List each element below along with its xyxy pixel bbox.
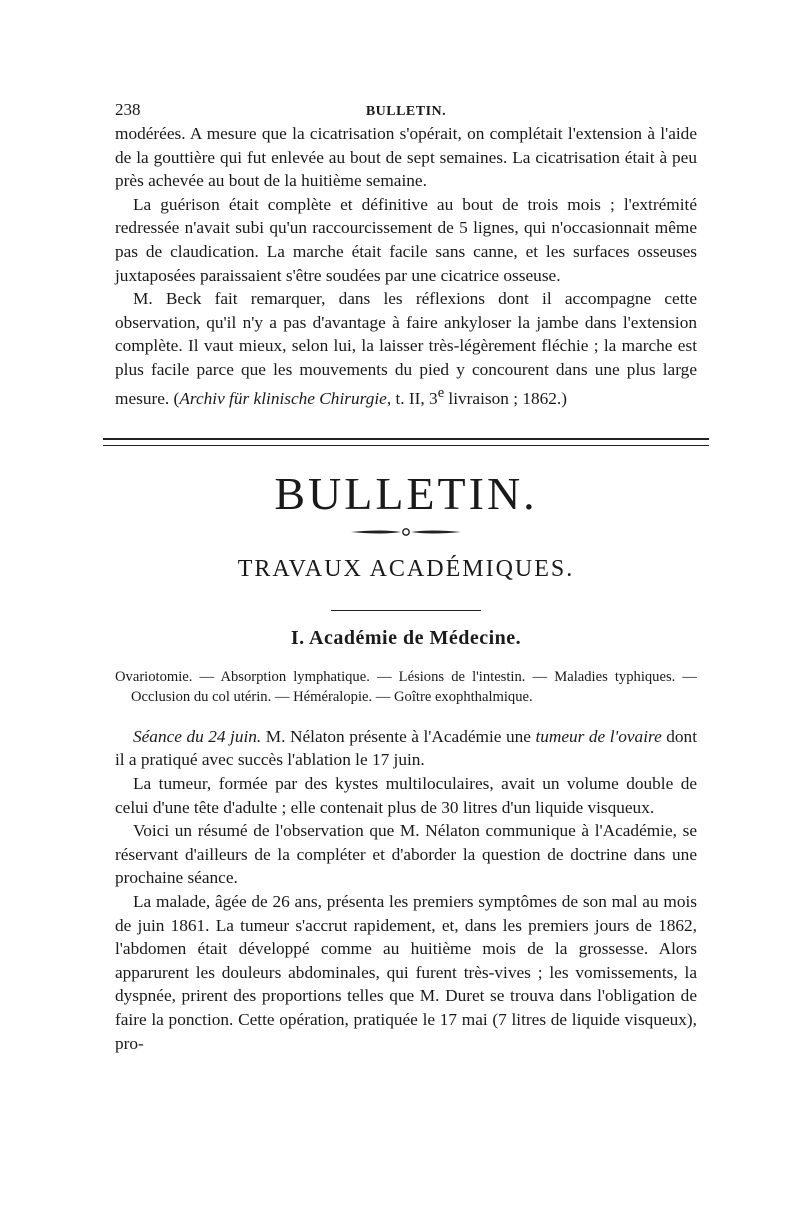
- paragraph: modérées. A mesure que la cicatrisation s'opérait, on complétait l'extension à l'aide de la gouttière qui fut enlevée au bout de sept semaines. La cicatrisation était à peu près achevée au bout de la huitième semaine.: [115, 124, 697, 191]
- running-head: [115, 98, 697, 122]
- citation-superscript: e: [437, 384, 445, 401]
- ornament-icon: [351, 525, 461, 539]
- double-rule: [103, 438, 709, 446]
- seance-tail: dont il a pratiqué avec succès l'ablation le 17 juin.: [115, 726, 697, 770]
- short-rule: [331, 610, 481, 611]
- seance-lead: M. Nélaton présente à l'Académie une: [261, 726, 536, 746]
- paragraph-citation: [115, 287, 697, 410]
- section-subtitle: TRAVAUX ACADÉMIQUES.: [237, 555, 575, 582]
- citation-details-end: livraison ; 1862.): [444, 388, 567, 408]
- ornament: [115, 522, 697, 540]
- seance-date: Séance du 24 juin.: [133, 726, 262, 746]
- session-summary: Ovariotomie. — Absorption lymphatique. — Lésions de l'intestin. — Maladies typhiques. — Occlusion du col utérin. — Héméralopie. — Goître exophthalmique.: [115, 668, 697, 705]
- seance-object: tumeur de l'ovaire: [535, 726, 662, 746]
- paragraph-text: M. Beck fait remarquer, dans les réflexions dont il accompagne cette observation, qu'il n'y a pas d'avantage à faire ankyloser la jambe dans l'extension complète. Il vaut mieux, selon lui, la laisser très-légèrement fléchie ; la marche est plus facile parce que les mouvements du pied y concourent dans une plus large mesure. (: [115, 289, 697, 408]
- paragraph: Voici un résumé de l'observation que M. Nélaton communique à l'Académie, se réservant d'ailleurs de la compléter et d'aborder la question de doctrine dans une prochaine séance.: [115, 821, 697, 888]
- page: [115, 98, 697, 1055]
- running-title: BULLETIN.: [365, 104, 447, 119]
- paragraph: La malade, âgée de 26 ans, présenta les premiers symptômes de son mal au mois de juin 1861. La tumeur s'accrut rapidement, et, dans les premiers jours de 1862, l'abdomen était développé comme au huitième mois de la grossesse. Alors apparurent les douleurs abdominales, qui furent très-vives ; les vomissements, la dyspnée, prirent des proportions telles que M. Duret se trouva dans l'obligation de faire la ponction. Cette opération, pratiquée le 17 mai (7 litres de liquide visqueux), pro-: [115, 892, 697, 1053]
- section-title: BULLETIN.: [274, 467, 538, 519]
- paragraph: La guérison était complète et définitive au bout de trois mois ; l'extrémité redressée n'avait subi qu'un raccourcissement de 5 lignes, qui n'occasionnait même pas de claudication. La marche était facile sans canne, et les surfaces osseuses juxtaposées paraissaient s'être soudées par une cicatrice osseuse.: [115, 194, 697, 285]
- academy-heading: I. Académie de Médecine.: [290, 626, 522, 649]
- page-number: 238: [115, 100, 141, 119]
- paragraph-seance: [115, 725, 697, 772]
- citation-details: , t. II, 3: [386, 388, 438, 408]
- journal-title: Archiv für klinische Chirurgie: [179, 388, 387, 408]
- paragraph: La tumeur, formée par des kystes multiloculaires, avait un volume double de celui d'une tête d'adulte ; elle contenait plus de 30 litres d'un liquide visqueux.: [115, 774, 697, 817]
